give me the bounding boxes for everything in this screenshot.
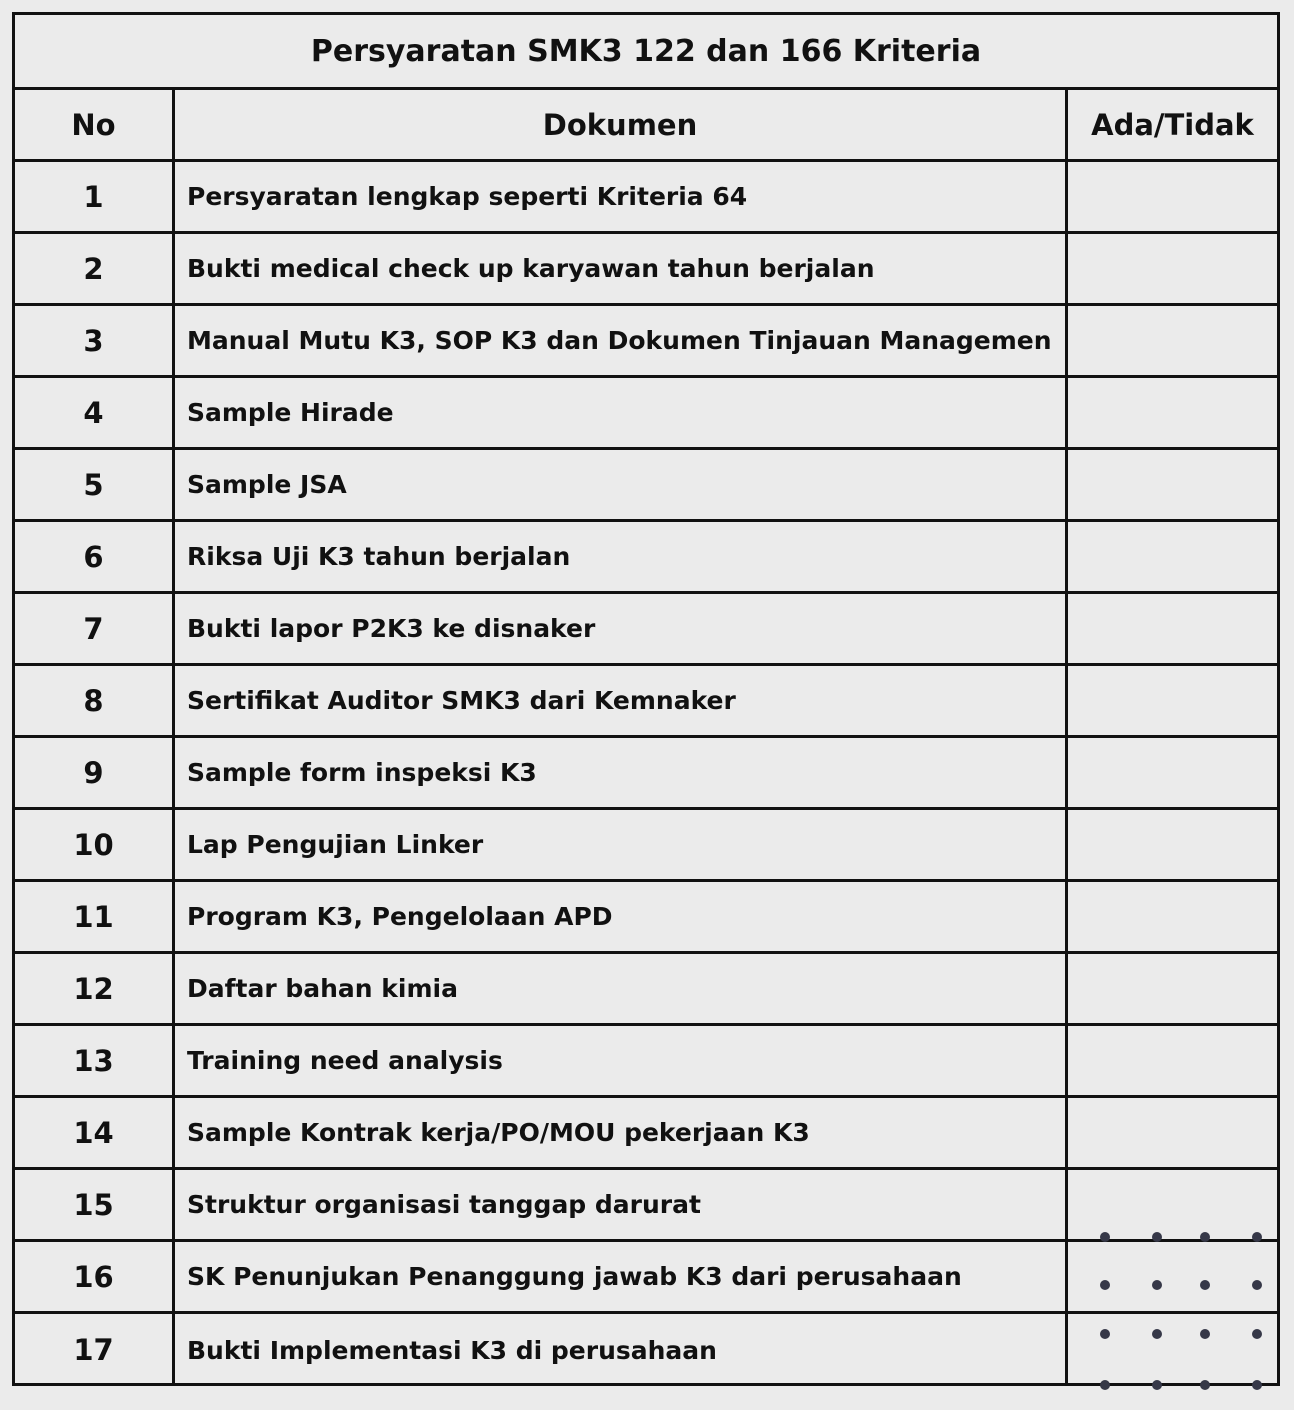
row-number: 1: [15, 162, 175, 234]
document-name: Training need analysis: [175, 1026, 1068, 1098]
row-number: 5: [15, 450, 175, 522]
header-dokumen: Dokumen: [175, 90, 1068, 162]
row-number: 6: [15, 522, 175, 594]
row-number: 14: [15, 1098, 175, 1170]
document-name: Sample Hirade: [175, 378, 1068, 450]
ada-tidak-cell[interactable]: [1068, 1170, 1277, 1242]
ada-tidak-cell[interactable]: [1068, 594, 1277, 666]
ada-tidak-cell[interactable]: [1068, 1314, 1277, 1386]
checklist-table: [12, 12, 1280, 1386]
ada-tidak-cell[interactable]: [1068, 954, 1277, 1026]
ada-tidak-cell[interactable]: [1068, 450, 1277, 522]
ada-tidak-cell[interactable]: [1068, 1242, 1277, 1314]
ada-tidak-cell[interactable]: [1068, 378, 1277, 450]
document-name: Daftar bahan kimia: [175, 954, 1068, 1026]
document-name: Sample Kontrak kerja/PO/MOU pekerjaan K3: [175, 1098, 1068, 1170]
row-number: 16: [15, 1242, 175, 1314]
document-name: Sample form inspeksi K3: [175, 738, 1068, 810]
document-name: Sample JSA: [175, 450, 1068, 522]
header-ada-tidak: Ada/Tidak: [1068, 90, 1277, 162]
row-number: 15: [15, 1170, 175, 1242]
document-name: Persyaratan lengkap seperti Kriteria 64: [175, 162, 1068, 234]
ada-tidak-cell[interactable]: [1068, 810, 1277, 882]
ada-tidak-cell[interactable]: [1068, 738, 1277, 810]
row-number: 10: [15, 810, 175, 882]
document-name: Manual Mutu K3, SOP K3 dan Dokumen Tinjauan Managemen: [175, 306, 1068, 378]
row-number: 11: [15, 882, 175, 954]
row-number: 12: [15, 954, 175, 1026]
ada-tidak-cell[interactable]: [1068, 234, 1277, 306]
document-name: Bukti medical check up karyawan tahun berjalan: [175, 234, 1068, 306]
document-name: Sertifikat Auditor SMK3 dari Kemnaker: [175, 666, 1068, 738]
document-name: Bukti Implementasi K3 di perusahaan: [175, 1314, 1068, 1386]
ada-tidak-cell[interactable]: [1068, 162, 1277, 234]
document-name: Lap Pengujian Linker: [175, 810, 1068, 882]
row-number: 9: [15, 738, 175, 810]
ada-tidak-cell[interactable]: [1068, 1098, 1277, 1170]
ada-tidak-cell[interactable]: [1068, 522, 1277, 594]
ada-tidak-cell[interactable]: [1068, 1026, 1277, 1098]
ada-tidak-cell[interactable]: [1068, 666, 1277, 738]
ada-tidak-cell[interactable]: [1068, 306, 1277, 378]
row-number: 2: [15, 234, 175, 306]
document-name: Bukti lapor P2K3 ke disnaker: [175, 594, 1068, 666]
row-number: 4: [15, 378, 175, 450]
table-grid: [15, 90, 1277, 1386]
row-number: 7: [15, 594, 175, 666]
row-number: 13: [15, 1026, 175, 1098]
document-name: Riksa Uji K3 tahun berjalan: [175, 522, 1068, 594]
document-name: SK Penunjukan Penanggung jawab K3 dari perusahaan: [175, 1242, 1068, 1314]
ada-tidak-cell[interactable]: [1068, 882, 1277, 954]
header-no: No: [15, 90, 175, 162]
document-name: Program K3, Pengelolaan APD: [175, 882, 1068, 954]
row-number: 17: [15, 1314, 175, 1386]
document-name: Struktur organisasi tanggap darurat: [175, 1170, 1068, 1242]
row-number: 8: [15, 666, 175, 738]
table-title: Persyaratan SMK3 122 dan 166 Kriteria: [15, 15, 1277, 90]
row-number: 3: [15, 306, 175, 378]
